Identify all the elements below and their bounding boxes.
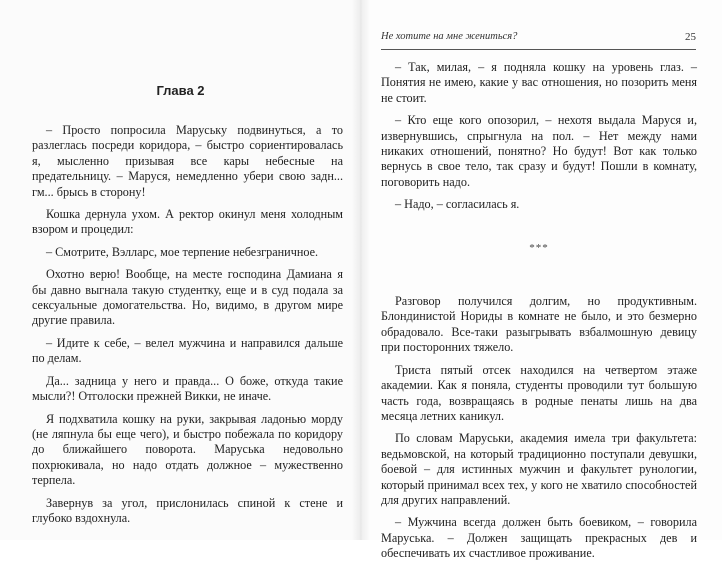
page-number: 25 [685,31,696,43]
running-header-title: Не хотите на мне жениться? [381,31,518,42]
paragraph: Охотно верю! Вообще, на месте господина Дамиана я бы давно выгнала такую студентку, еще и в суд подала за сексуальные домогательства. Но, видимо, в другом мире другие правила. [32,267,343,328]
book-gutter [352,0,370,540]
chapter-title: Глава 2 [156,83,205,98]
paragraph: – Просто попросила Маруську подвинуться, а то разлеглась посреди коридора, – быстро сориентировалась я, мысленно призывая все кары небесные на предательницу. – Маруся, немедленно убери свою задн... гм... брысь в сторону! [32,123,343,199]
paragraph: Триста пятый отсек находился на четвертом этаже академии. Как я поняла, студенты проводили тут большую часть года, возвращаясь в родные пенаты лишь на два месяца летних каникул. [381,362,697,423]
paragraph: Кошка дернула ухом. А ректор окинул меня холодным взором и процедил: [32,207,343,237]
paragraph: – Смотрите, Вэлларс, мое терпение небезграничное. [46,244,319,259]
paragraph: Разговор получился долгим, но продуктивным. Блондинистой Нориды в комнате не было, и это безмерно обрадовало. Все-таки разыгрывать взбалмошную девицу при посторонних тяжело. [381,294,697,355]
paragraph: По словам Маруськи, академия имела три факультета: ведьмовской, на который традиционно поступали девушки, боевой – для истинных мужчин и факультет рунологии, который принимал всех тех, у кого не хватило способностей для других направлений. [381,431,697,507]
paragraph: Я подхватила кошку на руки, закрывая ладонью морду (не ляпнула бы еще чего), и быстро побежала по коридору до ближайшего поворота. Маруська недовольно похрюкивала, но надо отдать должное – мужественно терпела. [32,411,343,488]
paragraph: – Так, милая, – я подняла кошку на уровень глаз. – Понятия не имею, какие у вас отношения, но позорить меня не стоит. [381,60,697,105]
paragraph: Да... задница у него и правда... О боже, откуда такие мысли?! Отголоски прежней Викки, не иначе. [32,373,343,404]
paragraph: – Кто еще кого опозорил, – нехотя выдала Маруся и, извернувшись, спрыгнула на пол. – Нет между нами никаких отношений, понятно? Но будут! Вот как только вернусь в свое тело, так сразу и будут! Пошли в комнату, поговорить надо. [381,113,697,189]
paragraph: – Мужчина всегда должен быть боевиком, – говорила Маруська. – Должен защищать прекрасных дев и обеспечивать их счастливое проживание. [381,515,697,561]
right-page [361,0,722,561]
paragraph: – Идите к себе, – велел мужчина и направился дальше по делам. [32,335,343,366]
left-page [0,0,361,540]
section-separator: *** [529,241,549,254]
paragraph: Завернув за угол, прислонилась спиной к стене и глубоко вздохнула. [32,495,343,525]
running-header [381,31,696,43]
header-rule [381,49,696,50]
right-page-text [381,60,697,569]
left-page-text [32,123,343,533]
paragraph: – Надо, – согласилась я. [395,197,520,212]
